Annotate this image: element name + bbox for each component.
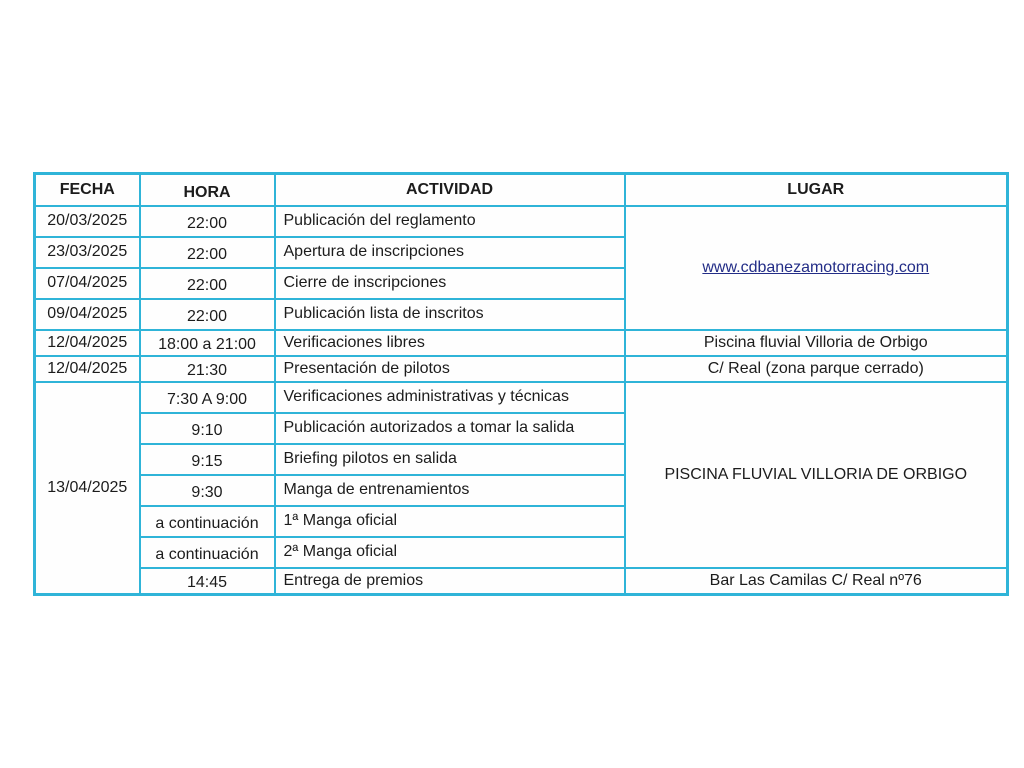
lugar-cell: C/ Real (zona parque cerrado)	[625, 356, 1008, 382]
fecha-cell: 12/04/2025	[35, 356, 140, 382]
header-fecha: FECHA	[35, 174, 140, 206]
hora-cell: 14:45	[140, 568, 275, 595]
fecha-cell-merged: 13/04/2025	[35, 382, 140, 595]
fecha-cell: 09/04/2025	[35, 299, 140, 330]
hora-cell: 9:30	[140, 475, 275, 506]
actividad-cell: Verificaciones libres	[275, 330, 625, 356]
hora-cell: 22:00	[140, 268, 275, 299]
actividad-cell: Briefing pilotos en salida	[275, 444, 625, 475]
actividad-cell: Publicación del reglamento	[275, 206, 625, 237]
hora-cell: a continuación	[140, 506, 275, 537]
hora-cell: 21:30	[140, 356, 275, 382]
header-hora: HORA	[140, 174, 275, 206]
table-header-row	[35, 174, 1008, 206]
fecha-cell: 07/04/2025	[35, 268, 140, 299]
fecha-cell: 12/04/2025	[35, 330, 140, 356]
fecha-cell: 23/03/2025	[35, 237, 140, 268]
actividad-cell: Entrega de premios	[275, 568, 625, 595]
lugar-cell-merged: PISCINA FLUVIAL VILLORIA DE ORBIGO	[625, 382, 1008, 568]
schedule-table	[33, 172, 1009, 596]
hora-cell: 9:10	[140, 413, 275, 444]
actividad-cell: 2ª Manga oficial	[275, 537, 625, 568]
table-row	[35, 206, 1008, 237]
actividad-cell: 1ª Manga oficial	[275, 506, 625, 537]
hora-cell: 22:00	[140, 299, 275, 330]
lugar-cell-website	[625, 206, 1008, 330]
actividad-cell: Presentación de pilotos	[275, 356, 625, 382]
header-actividad: ACTIVIDAD	[275, 174, 625, 206]
table-row	[35, 568, 1008, 595]
header-lugar: LUGAR	[625, 174, 1008, 206]
hora-cell: 22:00	[140, 237, 275, 268]
website-link[interactable]: www.cdbanezamotorracing.com	[702, 258, 930, 276]
hora-cell: a continuación	[140, 537, 275, 568]
hora-cell: 22:00	[140, 206, 275, 237]
lugar-cell: Bar Las Camilas C/ Real nº76	[625, 568, 1008, 595]
fecha-cell: 20/03/2025	[35, 206, 140, 237]
actividad-cell: Apertura de inscripciones	[275, 237, 625, 268]
actividad-cell: Verificaciones administrativas y técnicas	[275, 382, 625, 413]
actividad-cell: Cierre de inscripciones	[275, 268, 625, 299]
lugar-cell: Piscina fluvial Villoria de Orbigo	[625, 330, 1008, 356]
hora-cell: 9:15	[140, 444, 275, 475]
actividad-cell: Manga de entrenamientos	[275, 475, 625, 506]
actividad-cell: Publicación autorizados a tomar la salida	[275, 413, 625, 444]
table-row	[35, 356, 1008, 382]
actividad-cell: Publicación lista de inscritos	[275, 299, 625, 330]
hora-cell: 7:30 A 9:00	[140, 382, 275, 413]
table-row	[35, 330, 1008, 356]
table-row	[35, 382, 1008, 413]
hora-cell: 18:00 a 21:00	[140, 330, 275, 356]
